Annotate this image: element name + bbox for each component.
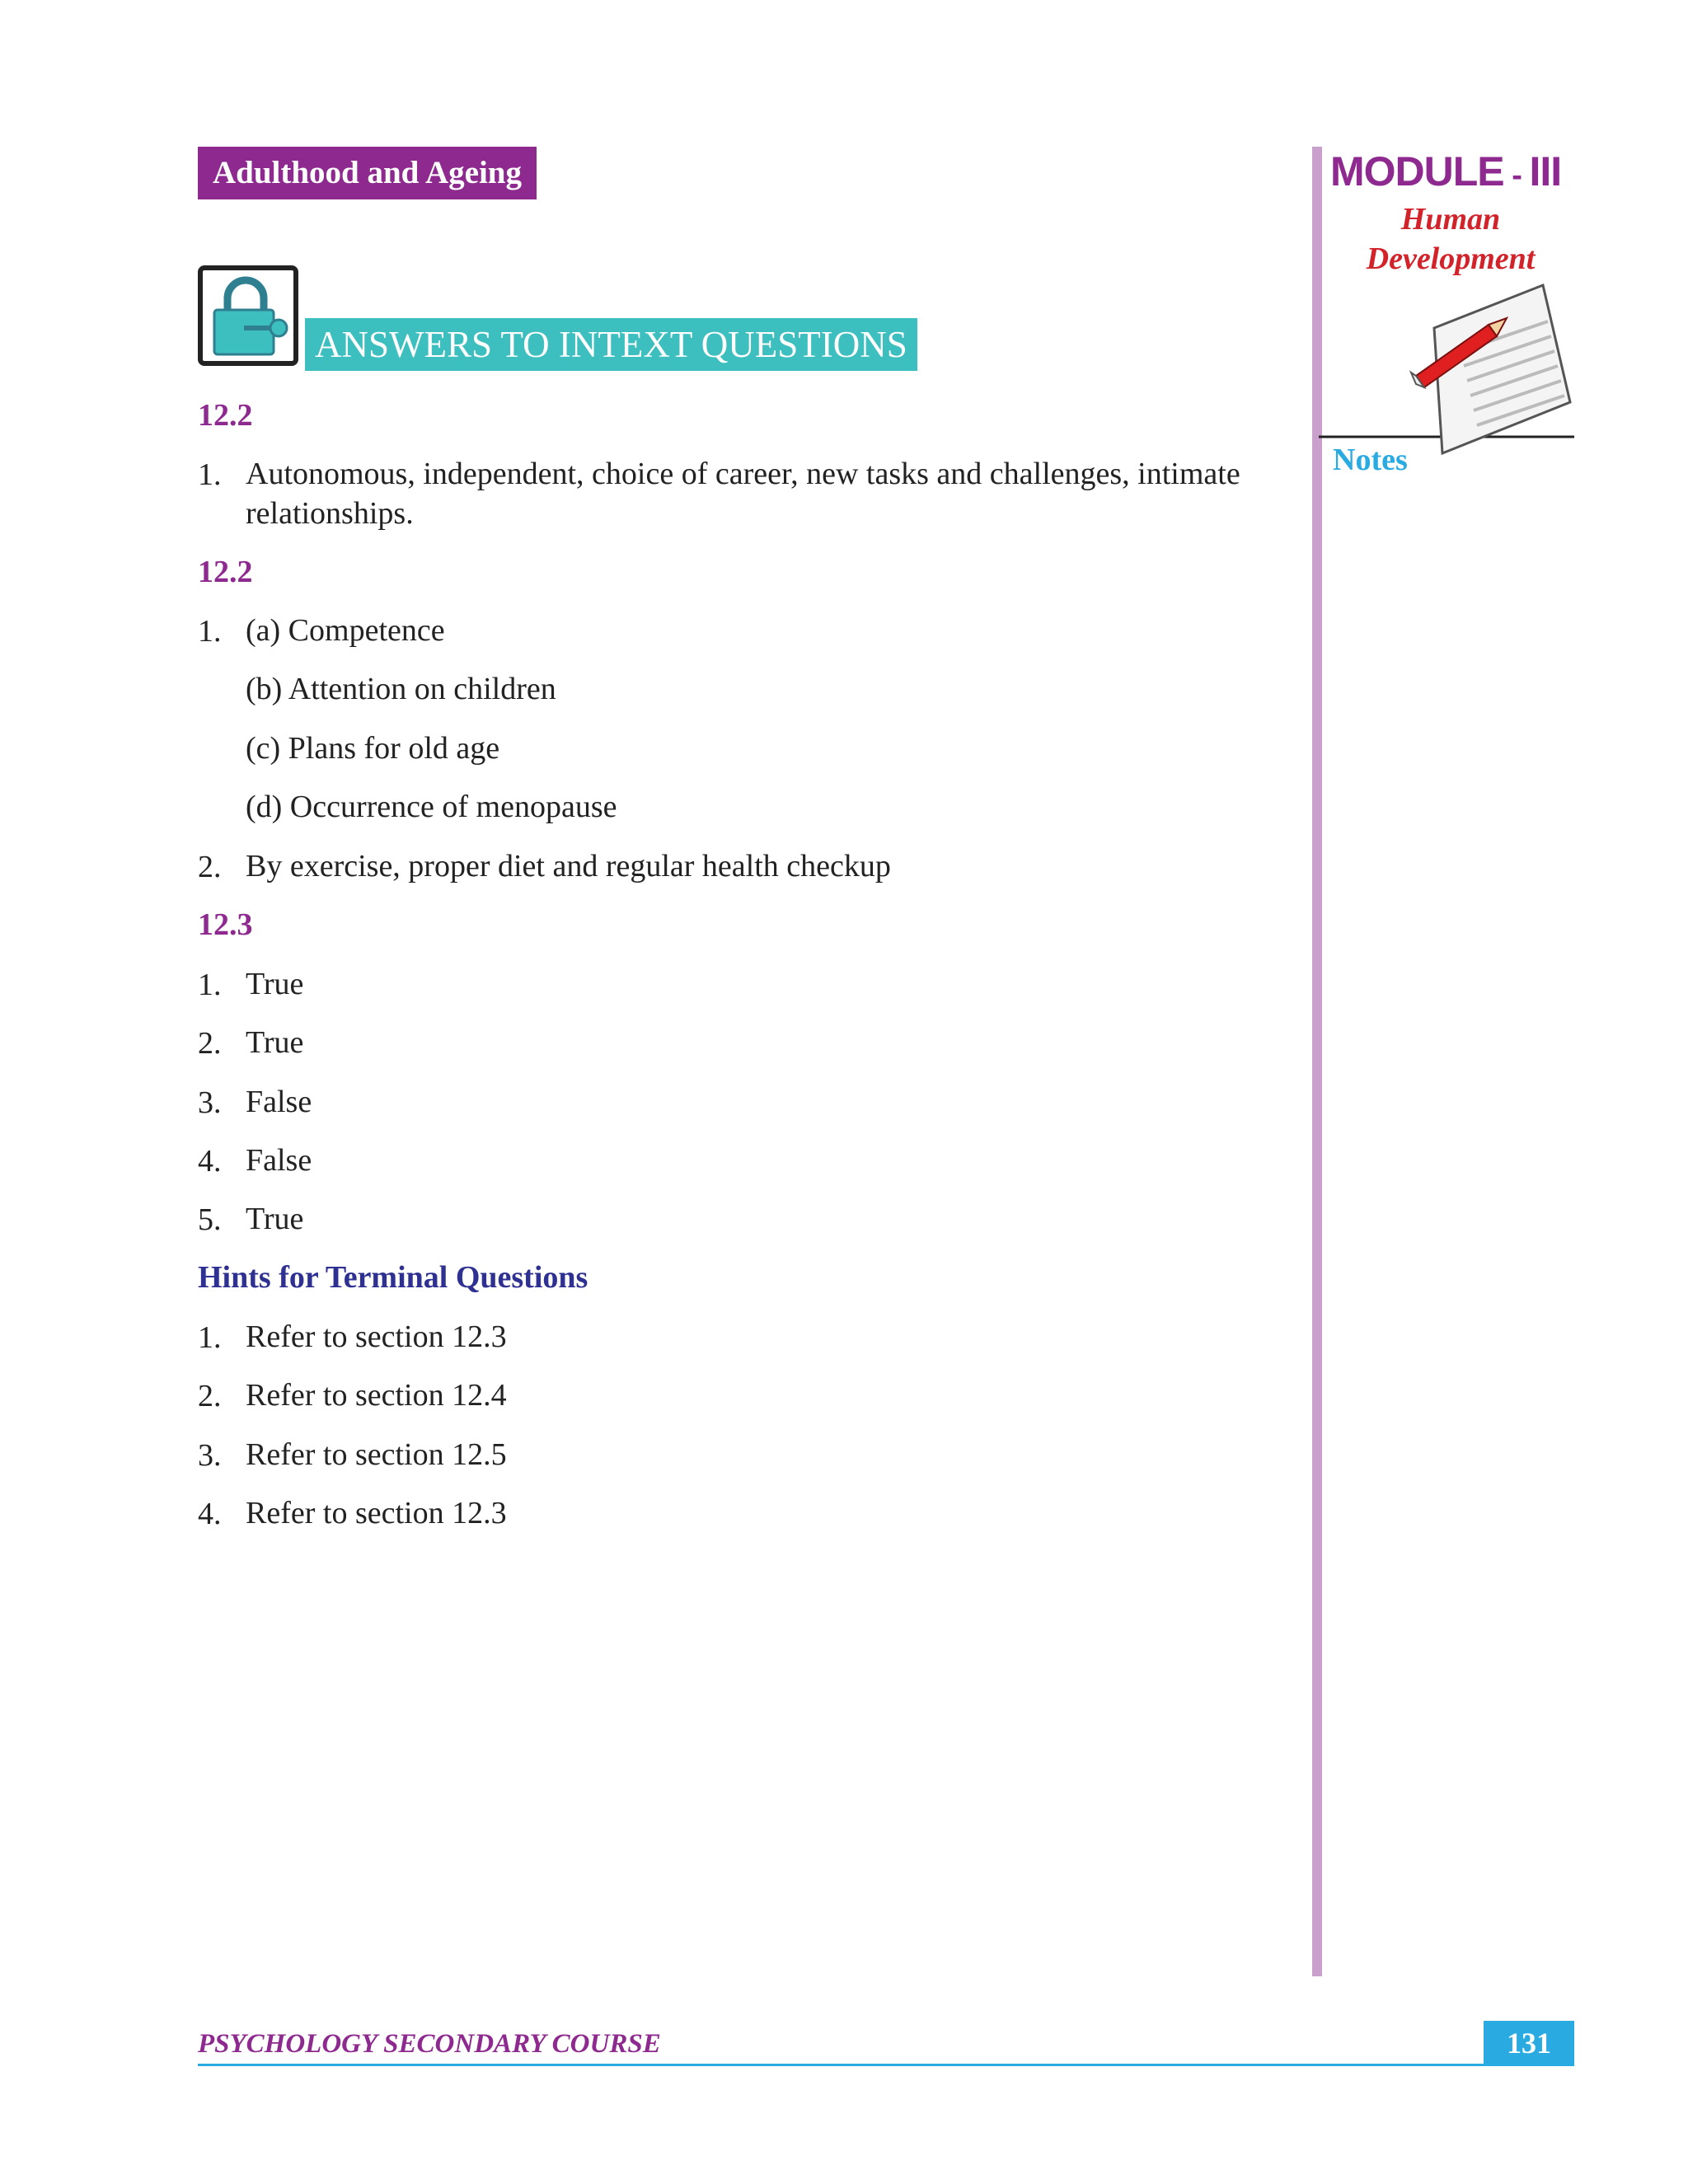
answer-text: False: [246, 1085, 312, 1119]
item-number: 4.: [198, 1144, 222, 1179]
section-heading: 12.3: [198, 907, 253, 942]
chapter-tag: Adulthood and Ageing: [198, 147, 537, 199]
footer-rule: [198, 2064, 1574, 2066]
module-dash: -: [1503, 158, 1530, 193]
item-number: 3.: [198, 1438, 222, 1473]
answer-text: (c) Plans for old age: [246, 731, 500, 766]
item-number: 1.: [198, 457, 222, 492]
module-numeral: III: [1529, 148, 1562, 194]
page-number: 131: [1484, 2021, 1574, 2066]
answer-text: True: [246, 1202, 304, 1236]
answer-text: (a) Competence: [246, 613, 445, 648]
item-number: 2.: [198, 1026, 222, 1061]
answer-text: False: [246, 1143, 312, 1178]
answer-text: True: [246, 967, 304, 1001]
answers-banner: ANSWERS TO INTEXT QUESTIONS: [305, 318, 917, 371]
section-heading: 12.2: [198, 398, 253, 433]
module-label: MODULE: [1330, 148, 1504, 194]
answer-text: Autonomous, independent, choice of career, new tasks and challenges, intimate: [246, 457, 1240, 491]
item-number: 3.: [198, 1085, 222, 1120]
answer-text: relationships.: [246, 496, 414, 531]
footer-course-title: PSYCHOLOGY SECONDARY COURSE: [198, 2029, 661, 2059]
module-subtitle-line: Human: [1400, 202, 1501, 237]
item-number: 4.: [198, 1497, 222, 1531]
module-subtitle: [1335, 199, 1566, 279]
notes-pencil-icon: [1319, 279, 1574, 460]
item-number: 1.: [198, 614, 222, 649]
answer-text: (d) Occurrence of menopause: [246, 790, 617, 824]
item-number: 2.: [198, 850, 222, 884]
notes-label: Notes: [1333, 443, 1408, 477]
hint-text: Refer to section 12.3: [246, 1496, 507, 1530]
answer-text: True: [246, 1025, 304, 1060]
section-heading: 12.2: [198, 555, 253, 589]
hint-text: Refer to section 12.3: [246, 1319, 507, 1354]
lock-icon: [198, 265, 298, 366]
hints-heading: Hints for Terminal Questions: [198, 1260, 588, 1295]
item-number: 1.: [198, 968, 222, 1002]
hint-text: Refer to section 12.4: [246, 1378, 507, 1413]
hint-text: Refer to section 12.5: [246, 1437, 507, 1472]
answer-text: (b) Attention on children: [246, 672, 556, 706]
item-number: 2.: [198, 1379, 222, 1413]
item-number: 5.: [198, 1202, 222, 1237]
item-number: 1.: [198, 1320, 222, 1355]
module-subtitle-line: Development: [1366, 241, 1536, 276]
module-title: [1330, 147, 1561, 200]
answer-text: By exercise, proper diet and regular health checkup: [246, 849, 891, 883]
